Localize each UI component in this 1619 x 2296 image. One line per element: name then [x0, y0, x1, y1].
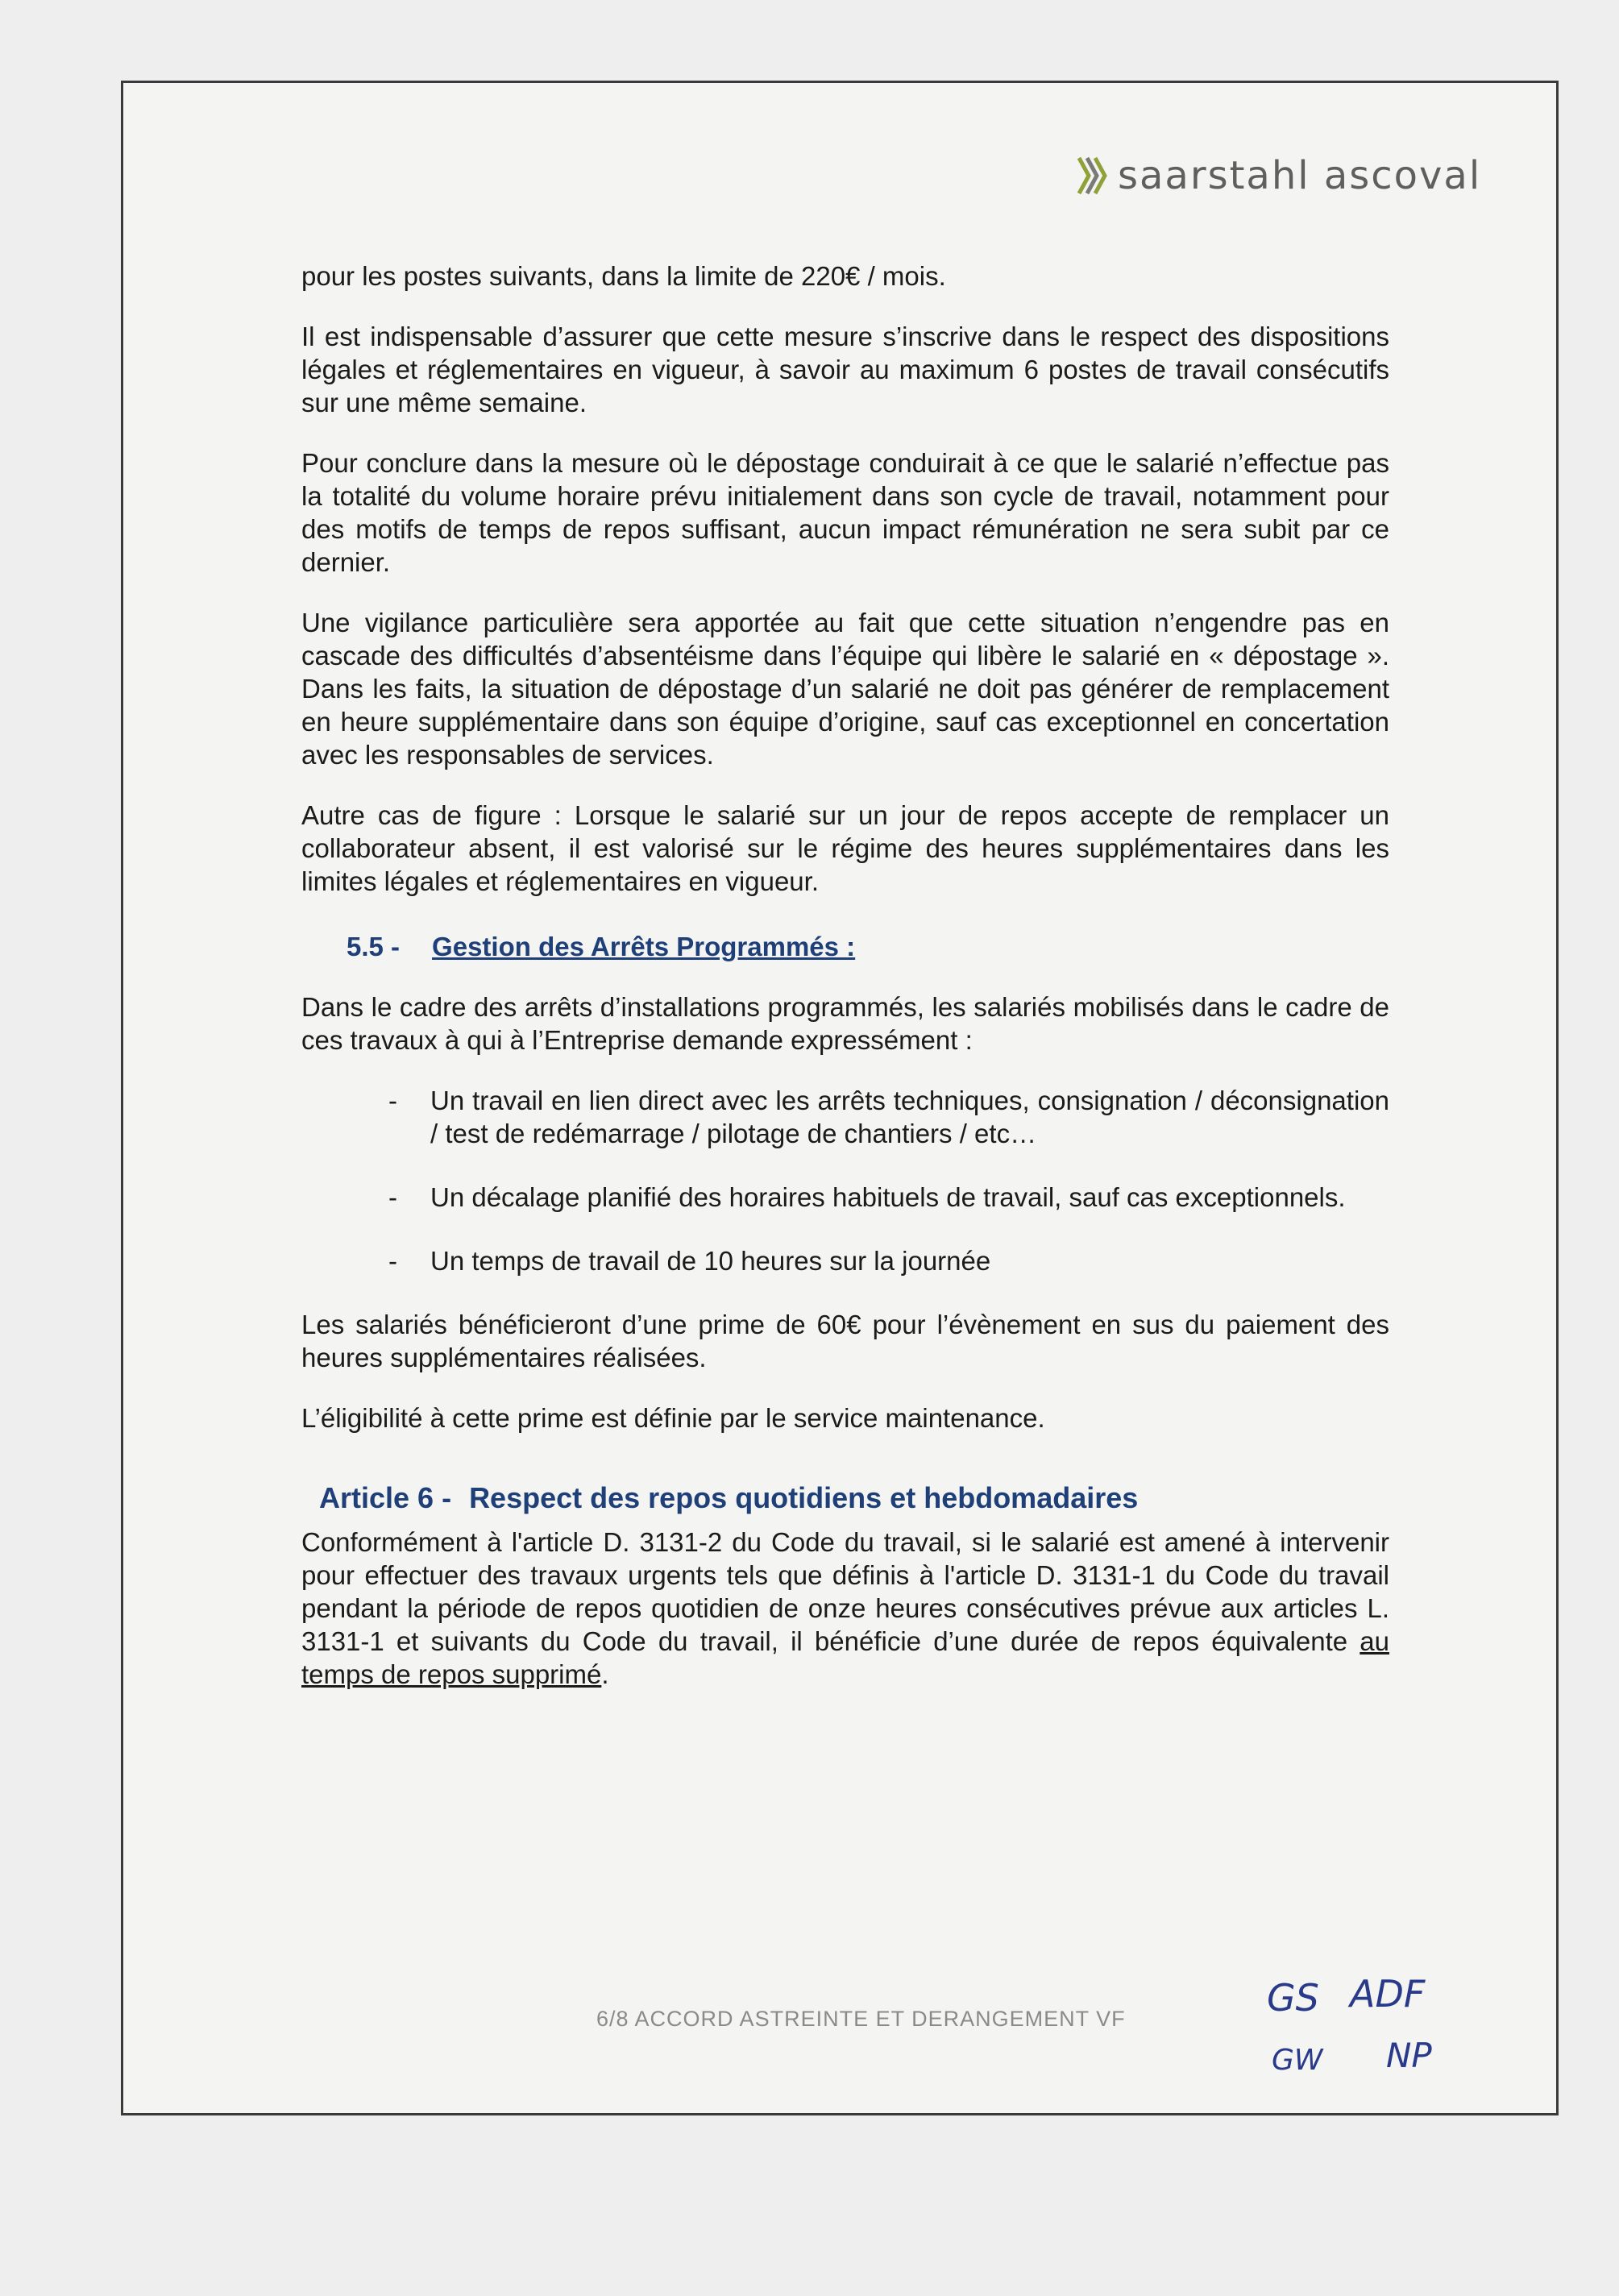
article-6-underlined-text: au temps de repos supprimé — [301, 1626, 1389, 1689]
bullet-marker: - — [388, 1246, 397, 1276]
document-body — [301, 259, 1389, 1718]
paragraph-prime: Les salariés bénéficieront d’une prime de 60€ pour l’évènement en sus du paiement des heures supplémentaires réalisées. — [301, 1310, 1389, 1372]
section-number: 5.5 - — [347, 932, 401, 961]
list-item-text: Un décalage planifié des horaires habituels de travail, sauf cas exceptionnels. — [430, 1182, 1346, 1212]
article-number: Article 6 - — [319, 1481, 452, 1514]
article-title: Respect des repos quotidiens et hebdomadaires — [469, 1481, 1139, 1514]
list-item — [301, 1084, 1389, 1150]
paragraph-intro-arrets: Dans le cadre des arrêts d’installations programmés, les salariés mobilisés dans le cadre de ces travaux à qui à l’Entreprise demande expressément : — [301, 992, 1389, 1055]
bullet-list — [301, 1084, 1389, 1277]
paragraph-eligibility: L’éligibilité à cette prime est définie par le service maintenance. — [301, 1403, 1045, 1433]
paragraph-conclusion: Pour conclure dans la mesure où le dépostage conduirait à ce que le salarié n’effectue pas la totalité du volume horaire prévu initialement dans son cycle de travail, notamment pour des motifs de temps de repos suffisant, aucun impact rémunération ne sera subit par ce dernier. — [301, 448, 1389, 577]
list-item — [301, 1244, 1389, 1277]
section-5-5-heading — [347, 930, 1389, 963]
initials-adf: ADF — [1350, 1972, 1426, 2016]
saarstahl-chevron-logo-icon — [1076, 153, 1111, 198]
paragraph-other-case: Autre cas de figure : Lorsque le salarié sur un jour de repos accepte de remplacer un collaborateur absent, il est valorisé sur le régime des heures supplémentaires dans les limites légales et réglementaires en vigueur. — [301, 800, 1389, 896]
handwritten-initials — [1265, 1966, 1459, 2087]
list-item — [301, 1181, 1389, 1214]
company-logo — [1076, 153, 1481, 198]
bullet-marker: - — [388, 1086, 397, 1115]
article-6-text-end: . — [601, 1659, 609, 1689]
paragraph-vigilance: Une vigilance particulière sera apportée au fait que cette situation n’engendre pas en cascade des difficultés d’absentéisme dans l’équipe qui libère le salarié en « dépostage ». Dans les faits, la situation de dépostage d’un salarié ne doit pas générer de remplacement en heure supplémentaire dans son équipe d’origine, sauf cas exceptionnel en concertation avec les responsables de services. — [301, 608, 1389, 770]
list-item-text: Un temps de travail de 10 heures sur la journée — [430, 1246, 991, 1276]
paragraph-article-6 — [301, 1526, 1389, 1691]
initials-gs: GS — [1267, 1976, 1319, 2020]
page-footer: 6/8 ACCORD ASTREINTE ET DERANGEMENT VF — [596, 2007, 1126, 2031]
article-6-heading — [319, 1481, 1389, 1514]
initials-gw: GW — [1272, 2044, 1323, 2077]
list-item-text: Un travail en lien direct avec les arrêts techniques, consignation / déconsignation / test de redémarrage / pilotage de chantiers / etc… — [430, 1086, 1389, 1148]
paragraph-limit: pour les postes suivants, dans la limite de 220€ / mois. — [301, 261, 946, 291]
paragraph-legal-compliance: Il est indispensable d’assurer que cette mesure s’inscrive dans le respect des dispositions légales et réglementaires en vigueur, à savoir au maximum 6 postes de travail consécutifs sur une même semaine. — [301, 322, 1389, 417]
bullet-marker: - — [388, 1182, 397, 1212]
logo-text: saarstahl ascoval — [1118, 153, 1482, 198]
article-6-text: Conformément à l'article D. 3131-2 du Code du travail, si le salarié est amené à intervenir pour effectuer des travaux urgents tels que définis à l'article D. 3131-1 du Code du travail pendant la période de repos quotidien de onze heures consécutives prévue aux articles L. 3131-1 et suivants du Code du travail, il bénéficie d’une durée de repos équivalente — [301, 1527, 1389, 1656]
initials-np: NP — [1386, 2036, 1432, 2075]
section-title: Gestion des Arrêts Programmés : — [432, 932, 856, 961]
